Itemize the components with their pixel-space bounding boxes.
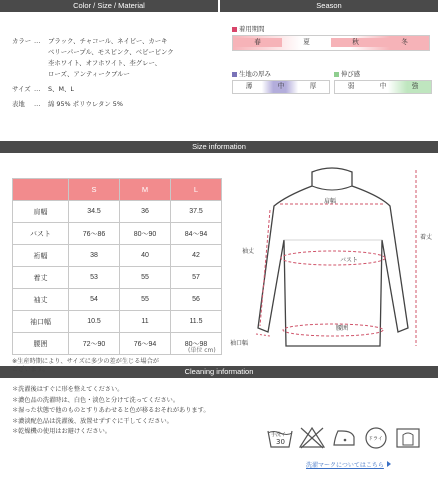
stretch-strong: 強	[411, 82, 419, 90]
thickness-title	[232, 69, 271, 78]
table-cell: 40	[120, 245, 171, 267]
table-cell: 55	[120, 289, 171, 311]
thickness-title-text: 生地の厚み	[239, 70, 271, 78]
iron-low-icon	[330, 425, 358, 451]
care-symbol-link-text[interactable]: 洗濯マークについてはこちら	[306, 462, 384, 469]
size-col-blank	[13, 179, 69, 201]
color-line-2: ベリーパープル、モスピンク、ベビーピンク	[48, 48, 174, 56]
table-row	[13, 245, 222, 267]
cleaning-line-3: ＊湿った状態で他のものとすりあわせると色が移るおそれがあります。	[12, 407, 210, 414]
size-col-s: S	[69, 179, 120, 201]
label-shoulder: 肩幅	[324, 198, 337, 205]
label-sleeve: 袖丈	[242, 248, 255, 255]
care-symbol-link[interactable]	[306, 460, 391, 469]
table-cell: 80〜90	[120, 223, 171, 245]
size-value: S、M、L	[48, 85, 74, 93]
period-title-text: 着用期間	[239, 25, 265, 33]
table-cell: 84〜94	[171, 223, 222, 245]
unit-note: (単位 cm)	[188, 347, 216, 354]
table-cell: 57	[171, 267, 222, 289]
cleaning-line-5: ＊乾燥機の使用はお避けください。	[12, 428, 111, 435]
color-sep: …	[34, 37, 41, 45]
table-cell: 42	[171, 245, 222, 267]
season-spring: 春	[233, 38, 282, 47]
row-label: バスト	[13, 223, 69, 245]
table-cell: 11.5	[171, 311, 222, 333]
table-cell: 76〜94	[120, 333, 171, 355]
cleaning-list	[12, 385, 252, 438]
row-label: 肩幅	[13, 201, 69, 223]
size-col-m: M	[120, 179, 171, 201]
table-cell: 37.5	[171, 201, 222, 223]
thickness-marker	[232, 72, 237, 77]
stretch-title-text: 伸び感	[341, 70, 361, 78]
table-cell: 76〜86	[69, 223, 120, 245]
season-header: Season	[220, 0, 438, 12]
size-info-header: Size information	[0, 141, 438, 153]
stretch-title	[334, 69, 360, 78]
stretch-bar	[334, 80, 432, 94]
row-label: 裄幅	[13, 245, 69, 267]
table-cell: 11	[120, 311, 171, 333]
material-sep: …	[34, 100, 41, 108]
season-winter: 冬	[380, 38, 429, 47]
hand-wash-icon	[266, 425, 294, 451]
color-line-3: 杢ホワイト、オフホワイト、杢グレー、	[48, 59, 162, 67]
arrow-right-icon	[387, 461, 391, 467]
flat-dry-icon	[394, 425, 422, 451]
size-label: サイズ	[12, 85, 31, 93]
size-table	[12, 178, 222, 355]
period-marker	[232, 27, 237, 32]
label-cuff: 袖口幅	[230, 340, 249, 347]
garment-diagram	[230, 160, 435, 360]
thickness-thick: 厚	[309, 82, 317, 90]
thickness-bar	[232, 80, 330, 94]
material-value: 綿 95% ポリウレタン 5%	[48, 100, 123, 108]
size-col-l: L	[171, 179, 222, 201]
season-autumn: 秋	[331, 38, 380, 47]
season-bar	[232, 35, 430, 51]
period-title	[232, 24, 265, 33]
cleaning-line-2: ＊濃色品の洗濯時は、白色・淡色と分けて洗ってください。	[12, 396, 180, 404]
table-cell: 53	[69, 267, 120, 289]
table-cell: 54	[69, 289, 120, 311]
stretch-weak: 弱	[347, 82, 355, 90]
dry-clean-label: ドライ	[368, 436, 383, 442]
cleaning-line-4: ＊濃淡配色品は洗濯後、放置せずすぐに干してください。	[12, 417, 173, 425]
row-label: 袖丈	[13, 289, 69, 311]
table-cell: 34.5	[69, 201, 120, 223]
season-block	[228, 24, 432, 134]
row-label: 袖口幅	[13, 311, 69, 333]
size-note-2: ございます。	[12, 366, 49, 373]
table-cell: 56	[171, 289, 222, 311]
row-label: 着丈	[13, 267, 69, 289]
label-hem: 腰囲	[336, 325, 349, 332]
size-sep: …	[34, 85, 41, 93]
cleaning-line-1: ＊洗濯後はすぐに形を整えてください。	[12, 386, 124, 393]
no-bleach-icon	[298, 425, 326, 451]
stretch-mid: 中	[379, 82, 387, 90]
turtleneck-illustration	[230, 160, 435, 360]
thickness-thin: 薄	[245, 82, 253, 90]
label-length: 着丈	[420, 234, 433, 241]
stretch-marker	[334, 72, 339, 77]
label-bust: バスト	[340, 257, 359, 264]
row-label: 腰囲	[13, 333, 69, 355]
material-label: 表地	[12, 100, 25, 108]
hand-wash-label: 手洗イ	[271, 432, 287, 438]
table-cell: 80〜98	[171, 333, 222, 355]
table-cell: 10.5	[69, 311, 120, 333]
season-summer: 夏	[303, 38, 310, 46]
color-label: カラー	[12, 37, 32, 45]
cleaning-header: Cleaning information	[0, 366, 438, 378]
thickness-mid: 中	[277, 82, 285, 90]
table-cell: 55	[120, 267, 171, 289]
color-line-4: ローズ、アンティークブルー	[48, 70, 130, 78]
dry-clean-icon	[362, 425, 390, 451]
table-cell: 72〜90	[69, 333, 120, 355]
size-table-header-row	[13, 179, 222, 201]
table-cell: 38	[69, 245, 120, 267]
color-line-1: ブラック、チャコール、ネイビー、カーキ	[48, 37, 168, 45]
size-note-1: ※生産時期により、サイズに多少の差が生じる場合が	[12, 358, 159, 365]
table-row	[13, 267, 222, 289]
color-size-header: Color / Size / Material	[0, 0, 218, 12]
table-row	[13, 223, 222, 245]
hand-wash-temp: 30	[276, 438, 285, 446]
table-row	[13, 289, 222, 311]
table-row	[13, 201, 222, 223]
table-row	[13, 311, 222, 333]
table-cell: 36	[120, 201, 171, 223]
